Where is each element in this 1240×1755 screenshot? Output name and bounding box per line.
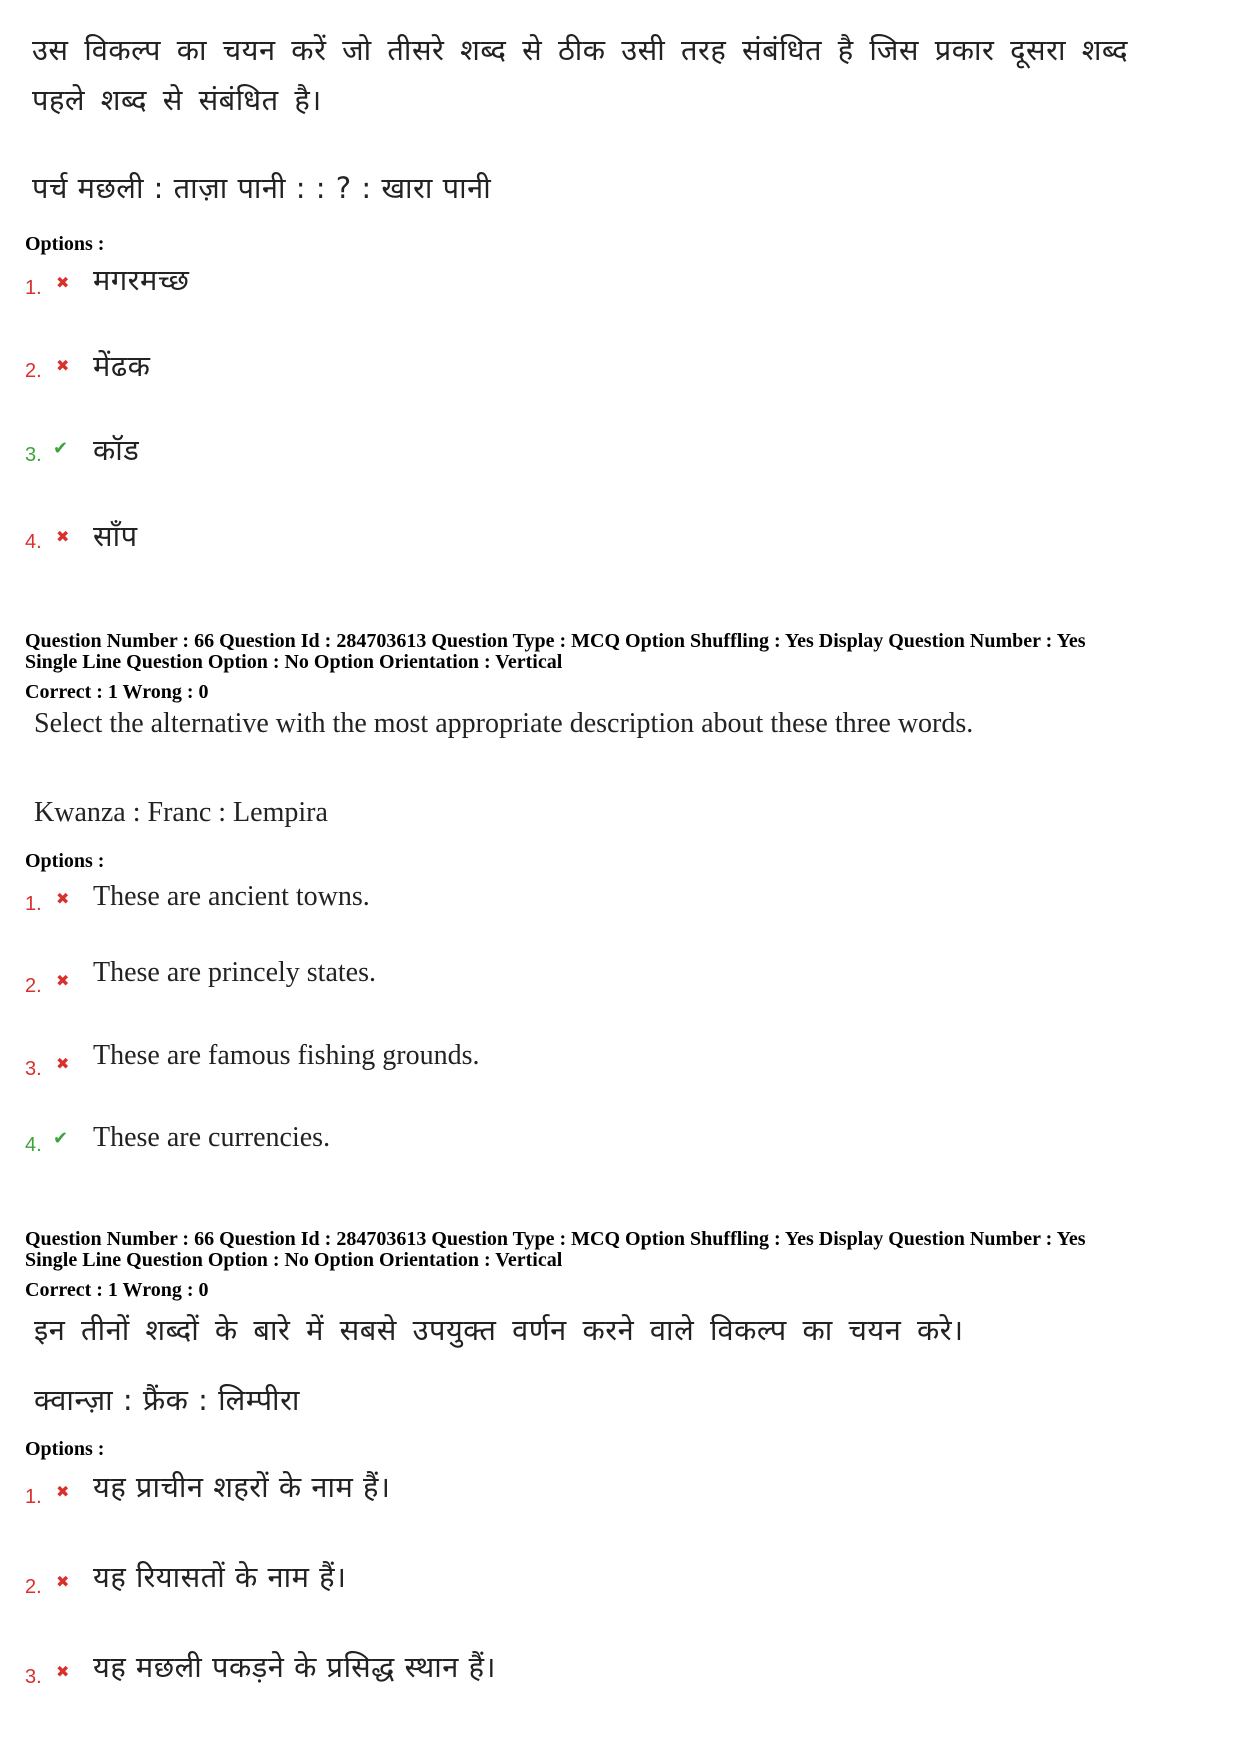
- option-number: 2.: [25, 360, 42, 382]
- cross-icon: ✖: [56, 1662, 70, 1681]
- q2-score: Correct : 1 Wrong : 0: [25, 681, 209, 703]
- option-text: यह प्राचीन शहरों के नाम हैं।: [93, 1470, 391, 1504]
- option-text: यह रियासतों के नाम हैं।: [93, 1560, 347, 1594]
- option-number: 2.: [25, 975, 42, 997]
- option-number: 1.: [25, 1486, 42, 1508]
- cross-icon: ✖: [56, 1054, 70, 1073]
- cross-icon: ✖: [56, 527, 70, 546]
- q3-stem: इन तीनों शब्दों के बारे में सबसे उपयुक्त वर्णन करने वाले विकल्प का चयन करे।: [34, 1313, 964, 1347]
- q2-words: Kwanza : Franc : Lempira: [34, 797, 328, 828]
- option-text: These are ancient towns.: [93, 881, 370, 912]
- q1-stem-line1: उस विकल्प का चयन करें जो तीसरे शब्द से ठीक उसी तरह संबंधित है जिस प्रकार दूसरा शब्द: [32, 33, 1128, 67]
- q3-options-label: Options :: [25, 1438, 105, 1460]
- q2-options-label: Options :: [25, 850, 105, 872]
- q1-stem-line2: पहले शब्द से संबंधित है।: [32, 83, 322, 117]
- q3-words: क्वान्ज़ा : फ्रैंक : लिम्पीरा: [34, 1383, 300, 1417]
- option-text: मगरमच्छ: [93, 263, 190, 297]
- q3-score: Correct : 1 Wrong : 0: [25, 1279, 209, 1301]
- option-text: These are currencies.: [93, 1122, 331, 1153]
- cross-icon: ✖: [56, 356, 70, 375]
- option-text: कॉड: [93, 433, 140, 467]
- option-number: 3.: [25, 1058, 42, 1080]
- option-text: These are famous fishing grounds.: [93, 1040, 480, 1071]
- cross-icon: ✖: [56, 273, 70, 292]
- q1-options-label: Options :: [25, 233, 105, 255]
- cross-icon: ✖: [56, 1482, 70, 1501]
- cross-icon: ✖: [56, 889, 70, 908]
- q3-meta-line2: Single Line Question Option : No Option Orientation : Vertical: [25, 1249, 563, 1271]
- option-text: यह मछली पकड़ने के प्रसिद्ध स्थान हैं।: [93, 1650, 497, 1684]
- cross-icon: ✖: [56, 1572, 70, 1591]
- option-number: 1.: [25, 277, 42, 299]
- cross-icon: ✖: [56, 971, 70, 990]
- option-text: साँप: [93, 519, 138, 553]
- option-text: These are princely states.: [93, 957, 376, 988]
- option-number: 4.: [25, 531, 42, 553]
- option-text: मेंढक: [93, 349, 151, 383]
- q1-analogy: पर्च मछली : ताज़ा पानी : : ? : खारा पानी: [32, 171, 492, 205]
- check-icon: ✔: [53, 1128, 69, 1149]
- q2-meta-line2: Single Line Question Option : No Option Orientation : Vertical: [25, 651, 563, 673]
- option-number: 3.: [25, 444, 42, 466]
- q2-stem: Select the alternative with the most appropriate description about these three words.: [34, 708, 974, 739]
- option-number: 3.: [25, 1666, 42, 1688]
- q2-meta-line1: Question Number : 66 Question Id : 284703613 Question Type : MCQ Option Shuffling : Yes Display Question Number : Yes: [25, 630, 1086, 652]
- option-number: 4.: [25, 1134, 42, 1156]
- check-icon: ✔: [53, 438, 69, 459]
- q3-meta-line1: Question Number : 66 Question Id : 284703613 Question Type : MCQ Option Shuffling : Yes Display Question Number : Yes: [25, 1228, 1086, 1250]
- option-number: 1.: [25, 893, 42, 915]
- option-number: 2.: [25, 1576, 42, 1598]
